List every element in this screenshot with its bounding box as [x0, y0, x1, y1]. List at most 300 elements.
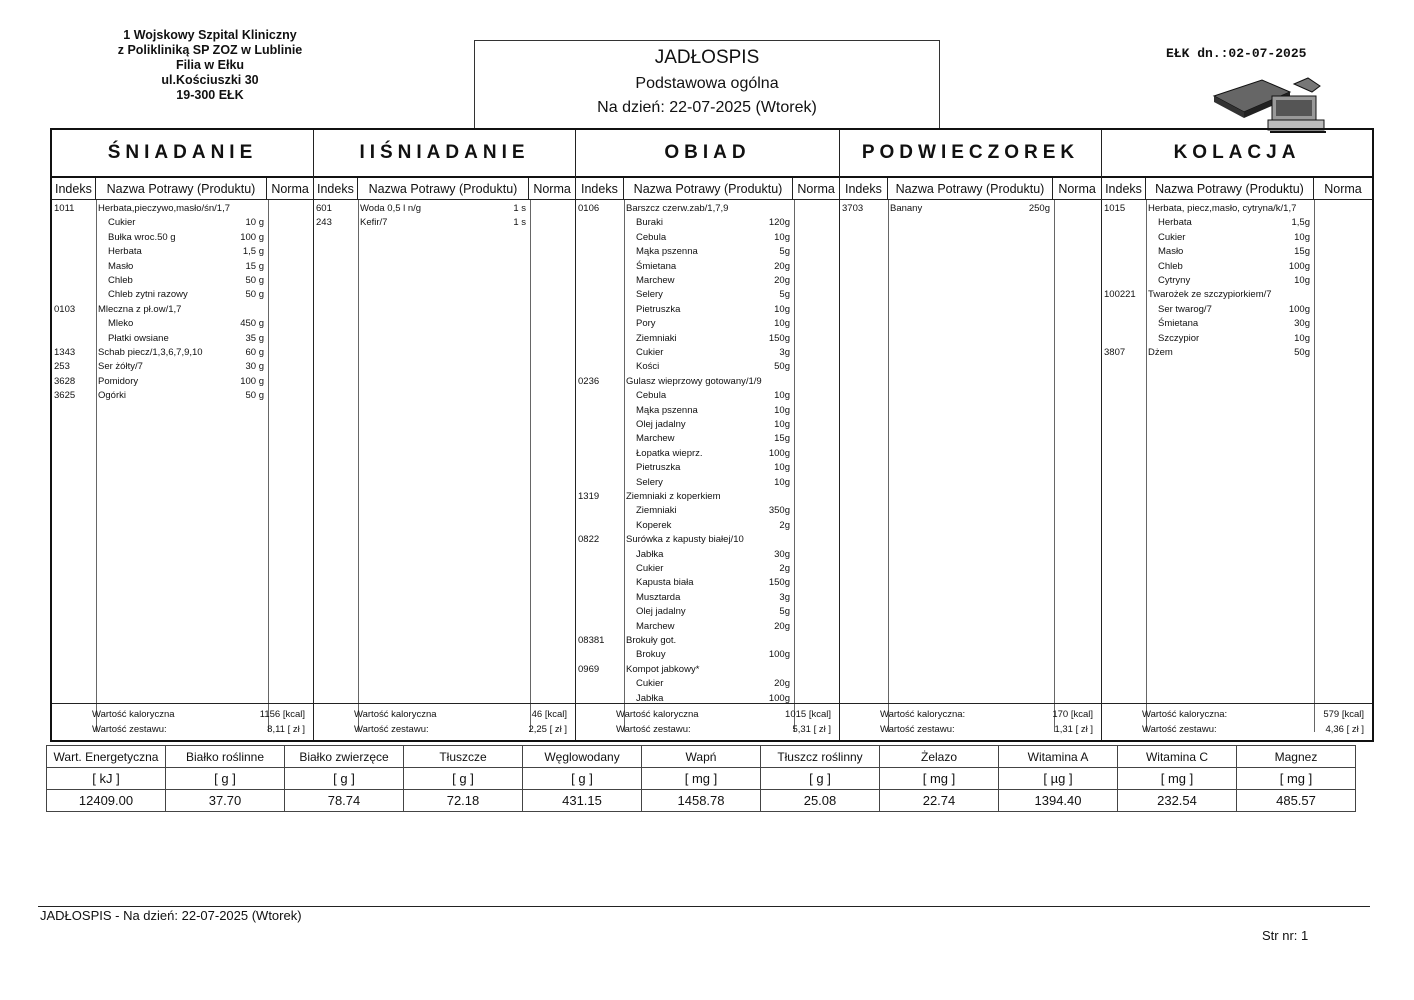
nutrient-label: Tłuszcz roślinny [761, 746, 880, 768]
menu-item-row [576, 548, 839, 562]
meal-title: PODWIECZOREK [840, 130, 1101, 178]
ingredient-name: Kości [636, 361, 660, 373]
item-norm: 30 g [245, 361, 264, 373]
menu-item-row [52, 231, 313, 245]
ingredient-name: Cukier [636, 678, 664, 690]
header-norm: Norma [271, 181, 309, 196]
nutrient-value: 78.74 [285, 790, 404, 812]
meal-title: ŚNIADANIE [52, 130, 313, 178]
meal-items [576, 200, 839, 732]
ingredient-name: Masło [1158, 246, 1184, 258]
menu-item-row [52, 260, 313, 274]
nutrient-label: Żelazo [880, 746, 999, 768]
menu-item-row [52, 360, 313, 374]
footer-title: JADŁOSPIS - Na dzień: 22-07-2025 (Wtorek) [40, 908, 302, 923]
header-index: Indeks [52, 178, 96, 199]
item-norm: 20g [774, 260, 790, 272]
item-norm: 120g [768, 217, 790, 229]
item-norm: 15g [774, 433, 790, 445]
nutrient-value: 12409.00 [47, 790, 166, 812]
item-norm: 3g [779, 591, 790, 603]
item-norm: 100g [768, 447, 790, 459]
dish-name: Dżem [1148, 347, 1173, 358]
cost-value: 4,36 [ zł ] [1325, 724, 1364, 735]
ingredient-name: Kapusta biała [636, 577, 694, 589]
item-norm: 10g [774, 318, 790, 330]
nutrient-value: 37.70 [166, 790, 285, 812]
ingredient-name: Cukier [636, 563, 664, 574]
header-norm: Norma [797, 181, 835, 196]
item-norm: 10g [1294, 231, 1310, 243]
menu-item-row [1102, 231, 1372, 245]
item-norm: 10 g [245, 217, 264, 229]
menu-item-row [576, 476, 839, 490]
meal-title: KOLACJA [1102, 130, 1372, 178]
nutrient-unit: [ mg ] [1118, 768, 1237, 790]
cost-label: Wartość zestawu: [92, 724, 167, 735]
dish-name: Banany [890, 203, 923, 214]
menu-item-row [52, 303, 313, 317]
item-norm: 10g [774, 390, 790, 402]
nutrient-value-row [47, 790, 1356, 812]
ingredient-name: Cebula [636, 231, 667, 243]
ingredient-name: Marchew [636, 620, 675, 632]
kcal-label: Wartość kaloryczna: [880, 709, 966, 720]
header-name: Nazwa Potrawy (Produktu) [888, 178, 1053, 199]
dish-name: Pomidory [98, 375, 139, 387]
nutrient-label: Tłuszcze [404, 746, 523, 768]
menu-item-row [1102, 216, 1372, 230]
item-norm: 15 g [245, 260, 264, 272]
nutrient-value: 1458.78 [642, 790, 761, 812]
dish-name: Schab piecz/1,3,6,7,9,10 [98, 347, 203, 358]
nutrient-unit: [ kJ ] [47, 768, 166, 790]
ingredient-name: Koperek [636, 519, 672, 531]
menu-item-row [1102, 260, 1372, 274]
dish-name: Mleczna z pł.ow/1,7 [98, 303, 182, 315]
nutrient-label: Wart. Energetyczna [47, 746, 166, 768]
menu-item-row [576, 389, 839, 403]
menu-item-row [576, 360, 839, 374]
dish-name: Surówka z kapusty białej/10 [626, 534, 744, 546]
nutrient-value: 1394.40 [999, 790, 1118, 812]
ingredient-name: Herbata [108, 246, 142, 258]
column-divider [888, 200, 889, 732]
dish-name: Gulasz wieprzowy gotowany/1/9 [626, 375, 762, 387]
header-index: Indeks [1102, 178, 1146, 199]
item-index: 0969 [578, 663, 600, 675]
meal-column [1102, 130, 1372, 740]
ingredient-name: Herbata [1158, 217, 1192, 229]
item-norm: 100g [768, 692, 790, 704]
menu-item-row [576, 216, 839, 230]
kcal-value: 170 [kcal] [1052, 709, 1093, 720]
cost-label: Wartość zestawu: [616, 724, 691, 735]
meal-summary [840, 703, 1101, 740]
ingredient-name: Selery [636, 476, 663, 488]
item-norm: 350g [768, 505, 790, 517]
header-name: Nazwa Potrawy (Produktu) [96, 178, 267, 199]
dish-name: Ziemniaki z koperkiem [626, 491, 721, 502]
header-index: Indeks [314, 178, 358, 199]
item-index: 601 [316, 203, 332, 214]
nutrient-unit: [ mg ] [642, 768, 761, 790]
item-norm: 35 g [245, 332, 264, 344]
dish-name: Kefir/7 [360, 217, 388, 229]
menu-item-row [576, 432, 839, 446]
menu-item-row [314, 202, 575, 216]
menu-item-row [576, 245, 839, 259]
dish-name: Herbata, piecz,masło, cytryna/k/1,7 [1148, 203, 1297, 214]
dish-name: Woda 0,5 l n/g [360, 203, 422, 214]
document-title: JADŁOSPIS [654, 47, 760, 68]
menu-item-row [52, 317, 313, 331]
nutrient-unit: [ g ] [523, 768, 642, 790]
nutrient-unit: [ g ] [761, 768, 880, 790]
nutrient-label: Węglowodany [523, 746, 642, 768]
ingredient-name: Bułka wroc.50 g [108, 231, 176, 243]
item-norm: 10g [774, 476, 790, 488]
ingredient-name: Szczypior [1158, 332, 1200, 344]
menu-item-row [576, 404, 839, 418]
item-norm: 150g [768, 577, 790, 589]
menu-item-row [576, 303, 839, 317]
item-norm: 50g [774, 361, 790, 373]
kcal-label: Wartość kaloryczna: [1142, 709, 1228, 720]
item-index: 3703 [842, 203, 864, 214]
item-norm: 3g [779, 347, 790, 358]
item-norm: 15g [1294, 246, 1310, 258]
item-norm: 2g [779, 563, 790, 574]
kcal-value: 579 [kcal] [1323, 709, 1364, 720]
item-norm: 10g [774, 419, 790, 430]
computer-icon [1210, 74, 1340, 136]
ingredient-name: Ser twarog/7 [1158, 303, 1212, 315]
meal-summary [314, 703, 575, 740]
nutrient-unit-row [47, 768, 1356, 790]
cost-value: 5,31 [ zł ] [792, 724, 831, 735]
item-index: 0103 [54, 303, 76, 315]
menu-item-row [576, 231, 839, 245]
ingredient-name: Cukier [108, 217, 136, 229]
item-norm: 20g [774, 620, 790, 632]
item-norm: 30g [1294, 318, 1310, 330]
nutrient-value: 431.15 [523, 790, 642, 812]
hospital-line: Filia w Ełku [175, 58, 245, 72]
dish-name: Brokuły got. [626, 635, 677, 646]
menu-item-row [576, 332, 839, 346]
ingredient-name: Ziemniaki [636, 332, 677, 344]
ingredient-name: Marchew [636, 275, 675, 286]
header-name: Nazwa Potrawy (Produktu) [624, 178, 793, 199]
menu-item-row [1102, 274, 1372, 288]
item-norm: 1 s [513, 217, 526, 229]
nutrient-unit: [ g ] [285, 768, 404, 790]
ingredient-name: Pietruszka [636, 303, 681, 315]
item-norm: 2g [779, 519, 790, 531]
ingredient-name: Jabłka [636, 548, 664, 560]
menu-item-row [576, 447, 839, 461]
meal-title: IIŚNIADANIE [314, 130, 575, 178]
header-norm: Norma [1058, 181, 1096, 196]
hospital-header [60, 28, 360, 103]
item-norm: 1 s [513, 203, 526, 214]
ingredient-name: Brokuy [636, 649, 666, 661]
dish-name: Kompot jabkowy* [626, 663, 700, 675]
item-norm: 100g [1288, 260, 1310, 272]
column-header [576, 178, 839, 200]
diet-type: Podstawowa ogólna [635, 75, 779, 92]
item-index: 253 [54, 361, 70, 373]
menu-item-row [576, 375, 839, 389]
item-norm: 50 g [245, 390, 264, 402]
header-index: Indeks [576, 178, 624, 199]
cost-label: Wartość zestawu: [354, 724, 429, 735]
meal-summary [52, 703, 313, 740]
ingredient-name: Masło [108, 260, 134, 272]
nutrient-value: 25.08 [761, 790, 880, 812]
menu-item-row [1102, 317, 1372, 331]
header-name: Nazwa Potrawy (Produktu) [358, 178, 529, 199]
item-norm: 10g [774, 231, 790, 243]
nutrient-unit: [ g ] [404, 768, 523, 790]
item-norm: 10g [774, 404, 790, 416]
menu-item-row [576, 317, 839, 331]
item-norm: 100g [768, 649, 790, 661]
title-box [474, 40, 940, 130]
nutrient-label-row [47, 746, 1356, 768]
ingredient-name: Musztarda [636, 591, 681, 603]
hospital-line: 19-300 EŁK [176, 88, 244, 102]
ingredient-name: Cukier [1158, 231, 1186, 243]
meal-column [52, 130, 314, 740]
meal-items [314, 200, 575, 732]
nutrient-value: 485.57 [1237, 790, 1356, 812]
menu-item-row [840, 202, 1101, 216]
item-norm: 5g [779, 289, 790, 301]
item-norm: 50 g [245, 275, 264, 286]
column-header [52, 178, 313, 200]
nutrient-label: Białko roślinne [166, 746, 285, 768]
item-index: 100221 [1104, 289, 1136, 301]
nutrient-unit: [ µg ] [999, 768, 1118, 790]
item-norm: 150g [768, 332, 790, 344]
item-index: 0106 [578, 203, 600, 214]
kcal-value: 46 [kcal] [531, 709, 567, 720]
ingredient-name: Olej jadalny [636, 419, 686, 430]
ingredient-name: Chleb zytni razowy [108, 289, 188, 301]
item-norm: 10g [1294, 332, 1310, 344]
ingredient-name: Mąka pszenna [636, 404, 698, 416]
nutrient-label: Witamina C [1118, 746, 1237, 768]
nutrient-value: 72.18 [404, 790, 523, 812]
menu-item-row [576, 504, 839, 518]
header-name: Nazwa Potrawy (Produktu) [1146, 178, 1314, 199]
dish-name: Ser żółty/7 [98, 361, 143, 373]
ingredient-name: Śmietana [636, 260, 677, 272]
ingredient-name: Cukier [636, 347, 664, 358]
item-index: 3625 [54, 390, 76, 402]
menu-item-row [52, 288, 313, 302]
item-norm: 10g [774, 462, 790, 474]
item-index: 3807 [1104, 347, 1126, 358]
nutrient-label: Białko zwierzęce [285, 746, 404, 768]
ingredient-name: Śmietana [1158, 318, 1199, 330]
menu-item-row [576, 533, 839, 547]
nutrient-unit: [ g ] [166, 768, 285, 790]
menu-item-row [576, 519, 839, 533]
item-norm: 10g [1294, 275, 1310, 286]
ingredient-name: Jabłka [636, 692, 664, 704]
menu-table [50, 128, 1374, 742]
ingredient-name: Olej jadalny [636, 606, 686, 618]
menu-item-row [576, 663, 839, 677]
item-norm: 5g [779, 246, 790, 258]
menu-item-row [1102, 288, 1372, 302]
ingredient-name: Marchew [636, 433, 675, 445]
dish-name: Herbata,pieczywo,masło/śn/1,7 [98, 203, 231, 214]
meal-column [576, 130, 840, 740]
kcal-label: Wartość kaloryczna [354, 709, 437, 720]
nutrient-unit: [ mg ] [880, 768, 999, 790]
menu-item-row [576, 260, 839, 274]
item-norm: 50 g [245, 289, 264, 301]
cost-value: 2,25 [ zł ] [528, 724, 567, 735]
item-index: 1343 [54, 347, 76, 358]
dish-name: Barszcz czerw.zab/1,7,9 [626, 203, 729, 214]
cost-value: 8,11 [ zł ] [267, 724, 305, 735]
hospital-line: z Polikliniką SP ZOZ w Lublinie [117, 43, 303, 57]
menu-item-row [576, 634, 839, 648]
item-norm: 250g [1028, 203, 1050, 214]
meal-summary [1102, 703, 1372, 740]
header-norm: Norma [533, 181, 571, 196]
ingredient-name: Płatki owsiane [108, 332, 169, 344]
header-index: Indeks [840, 178, 888, 199]
meal-items [1102, 200, 1372, 732]
nutrient-value: 232.54 [1118, 790, 1237, 812]
column-header [314, 178, 575, 200]
ingredient-name: Selery [636, 289, 663, 301]
item-index: 1015 [1104, 203, 1126, 214]
ingredient-name: Pory [636, 318, 656, 330]
nutrient-label: Magnez [1237, 746, 1356, 768]
menu-item-row [576, 346, 839, 360]
menu-date: Na dzień: 22-07-2025 (Wtorek) [597, 99, 817, 116]
menu-item-row [576, 288, 839, 302]
item-norm: 5g [779, 606, 790, 618]
item-norm: 10g [774, 303, 790, 315]
item-index: 1011 [54, 203, 75, 214]
hospital-line: 1 Wojskowy Szpital Kliniczny [123, 28, 297, 42]
column-divider [358, 200, 359, 732]
menu-item-row [576, 648, 839, 662]
menu-item-row [52, 389, 313, 403]
menu-item-row [52, 274, 313, 288]
column-divider [530, 200, 531, 732]
nutrient-value: 22.74 [880, 790, 999, 812]
meal-summary [576, 703, 839, 740]
item-norm: 50g [1294, 347, 1310, 358]
menu-item-row [52, 332, 313, 346]
ingredient-name: Mleko [108, 318, 134, 330]
print-date-value: dn.:02-07-2025 [1197, 46, 1307, 61]
column-header [1102, 178, 1372, 200]
item-norm: 60 g [245, 347, 264, 358]
item-index: 0236 [578, 375, 600, 387]
footer-divider [38, 906, 1370, 907]
menu-item-row [576, 418, 839, 432]
menu-item-row [52, 346, 313, 360]
ingredient-name: Ziemniaki [636, 505, 677, 517]
menu-item-row [1102, 332, 1372, 346]
item-index: 0822 [578, 534, 600, 546]
ingredient-name: Cebula [636, 390, 667, 402]
meal-title: OBIAD [576, 130, 839, 178]
menu-item-row [52, 245, 313, 259]
menu-item-row [576, 591, 839, 605]
ingredient-name: Pietruszka [636, 462, 681, 474]
item-index: 3628 [54, 375, 76, 387]
item-norm: 20g [774, 275, 790, 286]
item-norm: 1,5g [1291, 217, 1310, 229]
menu-item-row [1102, 303, 1372, 317]
kcal-value: 1156 [kcal] [259, 709, 305, 720]
menu-item-row [576, 461, 839, 475]
meal-items [52, 200, 313, 732]
menu-item-row [576, 605, 839, 619]
column-header [840, 178, 1101, 200]
cost-label: Wartość zestawu: [1142, 724, 1217, 735]
item-index: 1319 [578, 491, 600, 502]
page-number: Str nr: 1 [1262, 928, 1309, 943]
ingredient-name: Buraki [636, 217, 663, 229]
item-norm: 100 g [240, 231, 264, 243]
item-norm: 1,5 g [242, 246, 264, 258]
item-norm: 100 g [240, 375, 264, 387]
header-norm: Norma [1324, 181, 1362, 196]
nutrient-unit: [ mg ] [1237, 768, 1356, 790]
dish-name: Ogórki [98, 390, 126, 402]
menu-item-row [576, 274, 839, 288]
dish-name: Twarożek ze szczypiorkiem/7 [1148, 289, 1272, 301]
column-divider [1054, 200, 1055, 732]
menu-item-row [52, 375, 313, 389]
kcal-value: 1015 [kcal] [785, 709, 831, 720]
kcal-label: Wartość kaloryczna [616, 709, 699, 720]
menu-item-row [576, 677, 839, 691]
cost-value: 1,31 [ zł ] [1054, 724, 1093, 735]
menu-item-row [314, 216, 575, 230]
nutrient-label: Wapń [642, 746, 761, 768]
menu-item-row [576, 620, 839, 634]
item-norm: 20g [774, 678, 790, 690]
menu-item-row [52, 202, 313, 216]
item-norm: 30g [774, 548, 790, 560]
ingredient-name: Chleb [108, 275, 133, 286]
print-date [1166, 46, 1306, 61]
meal-items [840, 200, 1101, 732]
item-index: 243 [316, 217, 332, 229]
menu-item-row [1102, 346, 1372, 360]
menu-item-row [1102, 245, 1372, 259]
menu-item-row [576, 202, 839, 216]
menu-item-row [576, 576, 839, 590]
print-date-label: EŁK [1166, 46, 1190, 61]
menu-item-row [52, 216, 313, 230]
menu-item-row [1102, 202, 1372, 216]
ingredient-name: Łopatka wieprz. [636, 447, 703, 459]
